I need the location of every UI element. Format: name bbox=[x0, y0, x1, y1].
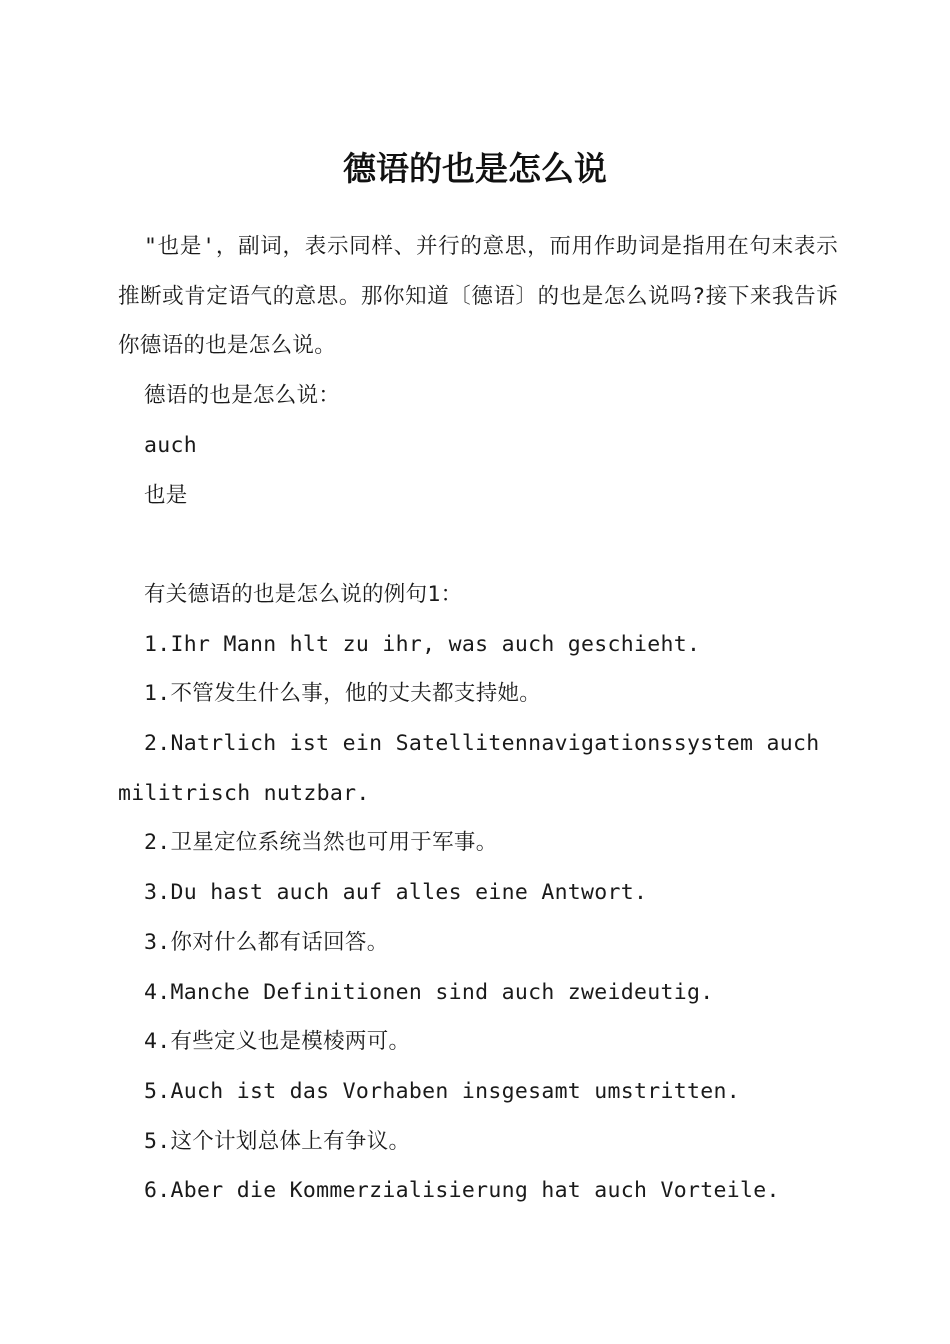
example-line: 1.不管发生什么事，他的丈夫都支持她。 bbox=[144, 681, 542, 707]
example-line: 6.Aber die Kommerzialisierung hat auch Vorteile. bbox=[144, 1178, 780, 1204]
document-body bbox=[118, 222, 838, 1216]
example-line: 2.卫星定位系统当然也可用于军事。 bbox=[144, 830, 498, 856]
example-line: 4.Manche Definitionen sind auch zweideutig. bbox=[144, 979, 714, 1005]
answer-word: auch bbox=[144, 432, 197, 458]
intro-paragraph: "也是'，副词，表示同样、并行的意思，而用作助词是指用在句末表示推断或肯定语气的意思。那你知道〔德语〕的也是怎么说吗?接下来我告诉你德语的也是怎么说。 bbox=[118, 234, 838, 359]
example-line: 4.有些定义也是模棱两可。 bbox=[144, 1029, 411, 1055]
example-line: 5.这个计划总体上有争议。 bbox=[144, 1128, 411, 1154]
example-line: 1.Ihr Mann hlt zu ihr, was auch geschieht. bbox=[144, 631, 701, 657]
example-line: 3.Du hast auch auf alles eine Antwort. bbox=[144, 880, 648, 906]
document-title: 德语的也是怎么说 bbox=[343, 149, 607, 188]
examples-heading: 有关德语的也是怎么说的例句1： bbox=[144, 581, 463, 607]
example-line: 3.你对什么都有话回答。 bbox=[144, 929, 389, 955]
spacer bbox=[118, 520, 838, 570]
answer-meaning: 也是 bbox=[144, 482, 188, 508]
example-line: 5.Auch ist das Vorhaben insgesamt umstritten. bbox=[144, 1078, 740, 1104]
example-line: 2.Natrlich ist ein Satellitennavigationssystem auch militrisch nutzbar. bbox=[118, 731, 820, 806]
answer-heading: 德语的也是怎么说： bbox=[144, 383, 341, 409]
